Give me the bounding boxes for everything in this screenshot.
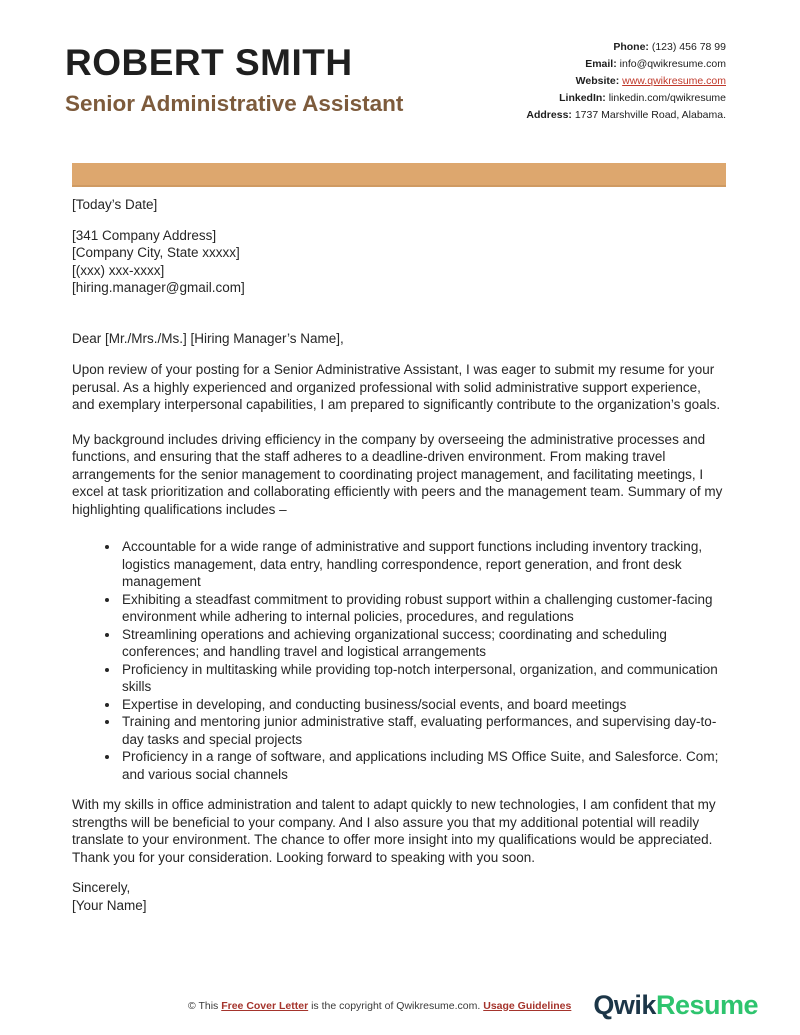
website-label: Website: — [575, 75, 620, 87]
company-address-line: [hiring.manager@gmail.com] — [72, 280, 245, 295]
company-address-line: [(xxx) xxx-xxxx] — [72, 262, 165, 278]
header — [65, 36, 726, 124]
contact-phone — [526, 39, 726, 56]
qualifications-list — [72, 538, 726, 783]
linkedin-label: LinkedIn: — [559, 92, 606, 104]
contact-address — [526, 107, 726, 124]
bullet-item: • Accountable for a wide range of administrative and support functions including inventory tracking, logistics management, data entry, handling correspondence, report generation, and front desk management — [120, 538, 726, 591]
signoff-block — [72, 879, 726, 914]
copyright-line — [188, 1000, 571, 1012]
signoff-line: Sincerely, — [72, 880, 131, 895]
copyright-prefix: © This — [188, 999, 222, 1012]
website-link[interactable]: www.qwikresume.com — [622, 75, 726, 87]
phone-value: (123) 456 78 99 — [651, 41, 726, 53]
bullet-item: • Streamlining operations and achieving organizational success; coordinating and scheduling conferences; and handling travel and logistical arrangements — [120, 626, 726, 661]
logo-resume-text: Resume — [655, 990, 758, 1020]
company-address-block — [72, 227, 726, 297]
contact-website — [526, 73, 726, 90]
company-address-line: [341 Company Address] — [72, 227, 217, 243]
email-value: info@qwikresume.com — [619, 58, 726, 70]
bullet-item: • Proficiency in multitasking while providing top-notch interpersonal, organization, and communication skills — [120, 661, 726, 696]
email-label: Email: — [585, 58, 617, 70]
greeting-line: Dear [Mr./Mrs./Ms.] [Hiring Manager’s Name], — [72, 330, 344, 346]
identity-block — [65, 36, 403, 116]
bullet-item: • Exhibiting a steadfast commitment to providing robust support within a challenging customer-facing environment while adhering to internal policies, procedures, and regulations — [120, 591, 726, 626]
signature-placeholder: [Your Name] — [72, 897, 147, 913]
person-name: ROBERT SMITH — [65, 42, 353, 83]
address-value: 1737 Marshville Road, Alabama. — [574, 109, 726, 121]
logo-qwik-text: Qwik — [593, 990, 656, 1020]
background-paragraph: My background includes driving efficiency in the company by overseeing the administrative processes and functions, and ensuring that the staff adheres to a deadline-driven environment. From making travel arrangements for the senior management to coordinating project management, and facilitating meetings, I excel at task prioritization and collaborating efficiently with peers and the management team. Summary of my highlighting qualifications includes – — [72, 431, 723, 517]
copyright-middle: is the copyright of Qwikresume.com. — [308, 999, 484, 1012]
job-title: Senior Administrative Assistant — [65, 90, 404, 116]
phone-label: Phone: — [613, 41, 649, 53]
qwikresume-logo[interactable] — [593, 990, 758, 1021]
bullet-item: • Proficiency in a range of software, and applications including MS Office Suite, and Salesforce. Com; and various social channels — [120, 748, 726, 783]
contact-linkedin — [526, 90, 726, 107]
company-address-line: [Company City, State xxxxx] — [72, 245, 240, 260]
address-label: Address: — [526, 109, 572, 121]
contact-info — [526, 36, 726, 124]
free-cover-letter-link[interactable]: Free Cover Letter — [221, 999, 309, 1012]
footer — [0, 990, 800, 1021]
usage-guidelines-link[interactable]: Usage Guidelines — [483, 999, 572, 1012]
bullet-item: • Expertise in developing, and conducting business/social events, and board meetings — [120, 696, 726, 714]
contact-email — [526, 56, 726, 73]
linkedin-value: linkedin.com/qwikresume — [608, 92, 726, 104]
bullet-item: • Training and mentoring junior administrative staff, evaluating performances, and supervising day-to-day tasks and special projects — [120, 713, 726, 748]
closing-paragraph: With my skills in office administration and talent to adapt quickly to new technologies, I am confident that my strengths will be beneficial to your company. And I also assure you that my additional potential will readily translate to your environment. The chance to offer more insight into my qualifications would be appreciated. Thank you for your consideration. Looking forward to speaking with you soon. — [72, 797, 716, 865]
date-placeholder: [Today’s Date] — [72, 197, 158, 212]
intro-paragraph: Upon review of your posting for a Senior Administrative Assistant, I was eager to submit my resume for your perusal. As a highly experienced and organized professional with solid administrative support experience, and exemplary interpersonal capabilities, I am prepared to significantly contribute to the organization’s goals. — [72, 362, 721, 412]
accent-divider-bar — [72, 163, 726, 187]
letter-body — [72, 196, 726, 914]
